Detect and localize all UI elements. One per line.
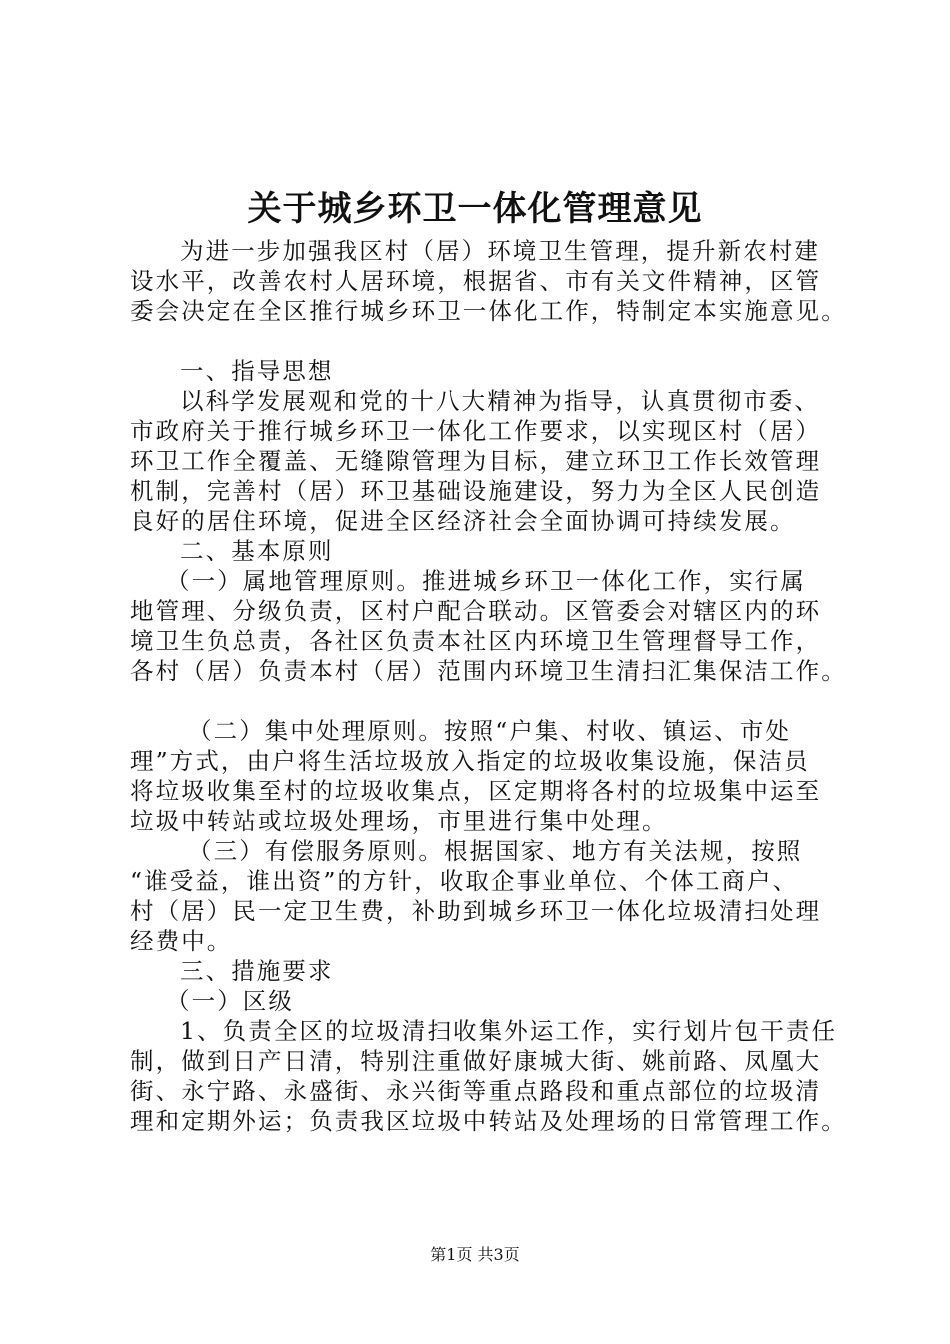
text-line: 境卫生负总责，各社区负责本社区内环境卫生管理督导工作，	[130, 627, 822, 655]
page-number-footer: 第1页 共3页	[430, 1245, 520, 1264]
section-heading: 二、基本原则	[180, 537, 334, 565]
text-line: 良好的居住环境，促进全区经济社会全面协调可持续发展。	[130, 507, 796, 535]
text-line: 机制，完善村（居）环卫基础设施建设，努力为全区人民创造	[130, 477, 822, 505]
subsection-heading: （一）区级	[166, 987, 294, 1015]
text-line: 环卫工作全覆盖、无缝隙管理为目标，建立环卫工作长效管理	[130, 447, 822, 475]
text-line: （二）集中处理原则。按照“户集、村收、镇运、市处	[188, 717, 791, 745]
text-line: 为进一步加强我区村（居）环境卫生管理，提升新农村建	[180, 237, 820, 265]
text-line: 设水平，改善农村人居环境，根据省、市有关文件精神，区管	[130, 267, 822, 295]
text-line: 市政府关于推行城乡环卫一体化工作要求，以实现区村（居）	[130, 417, 822, 445]
text-line: 理”方式，由户将生活垃圾放入指定的垃圾收集设施，保洁员	[130, 747, 810, 775]
text-line: 1、负责全区的垃圾清扫收集外运工作，实行划片包干责任	[180, 1017, 838, 1045]
text-line: 经费中。	[130, 927, 233, 955]
text-line: 委会决定在全区推行城乡环卫一体化工作，特制定本实施意见。	[130, 297, 847, 325]
text-line: 各村（居）负责本村（居）范围内环境卫生清扫汇集保洁工作。	[130, 657, 847, 685]
text-line: （三）有偿服务原则。根据国家、地方有关法规，按照	[188, 837, 803, 865]
text-line: 将垃圾收集至村的垃圾收集点，区定期将各村的垃圾集中运至	[130, 777, 822, 805]
text-line: 村（居）民一定卫生费，补助到城乡环卫一体化垃圾清扫处理	[130, 897, 822, 925]
text-line: 理和定期外运；负责我区垃圾中转站及处理场的日常管理工作。	[130, 1107, 847, 1135]
blank-line	[130, 326, 840, 356]
text-line: “谁受益，谁出资”的方针，收取企事业单位、个体工商户、	[130, 867, 799, 895]
text-line: 街、永宁路、永盛街、永兴街等重点路段和重点部位的垃圾清	[130, 1077, 822, 1105]
document-title: 关于城乡环卫一体化管理意见	[247, 189, 703, 229]
section-heading: 三、措施要求	[180, 957, 334, 985]
text-line: 地管理、分级负责，区村户配合联动。区管委会对辖区内的环	[130, 597, 822, 625]
section-heading: 一、指导思想	[180, 357, 334, 385]
blank-line	[130, 686, 840, 716]
document-body	[130, 236, 847, 1136]
text-line: 垃圾中转站或垃圾处理场，市里进行集中处理。	[130, 807, 668, 835]
text-line: 以科学发展观和党的十八大精神为指导，认真贯彻市委、	[180, 387, 820, 415]
text-line: 制，做到日产日清，特别注重做好康城大街、姚前路、凤凰大	[130, 1047, 822, 1075]
text-line: （一）属地管理原则。推进城乡环卫一体化工作，实行属	[166, 567, 806, 595]
